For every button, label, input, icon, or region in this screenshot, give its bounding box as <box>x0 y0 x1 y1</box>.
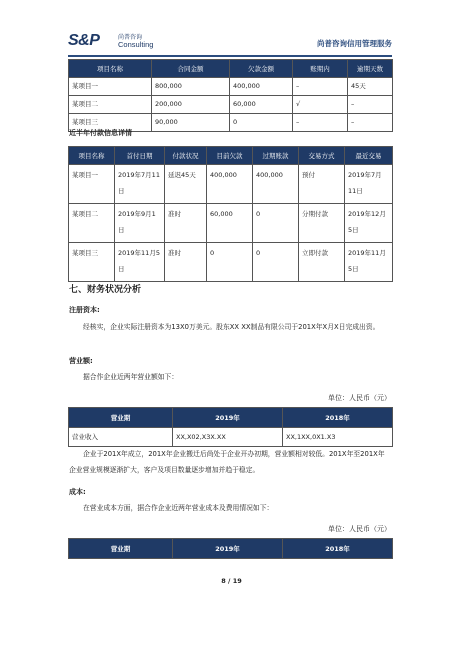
cost-intro: 在营业成本方面，据合作企业近两年营业成本及费用情况如下： <box>83 504 274 512</box>
table-cell: 0 <box>253 243 299 282</box>
table-cell: – <box>293 78 348 96</box>
column-header: 2019年 <box>173 539 283 559</box>
table-header-row <box>69 60 393 78</box>
table-cell: 90,000 <box>152 114 230 132</box>
table-cell: 0 <box>207 243 253 282</box>
table-cell: 45天 <box>348 78 393 96</box>
table-cell: 800,000 <box>152 78 230 96</box>
table-cell: XX,X02,X3X.XX <box>173 428 283 447</box>
table-cell: 某项目一 <box>69 78 152 96</box>
table-cell: 延迟45天 <box>165 165 207 204</box>
cost-table <box>68 538 393 559</box>
column-header: 2018年 <box>283 408 393 428</box>
column-header: 营业期 <box>69 408 173 428</box>
table-header-row <box>69 539 393 559</box>
registered-capital-label: 注册资本: <box>69 306 100 314</box>
table-cell: 某项目三 <box>69 114 152 132</box>
revenue-intro: 据合作企业近两年营业额如下： <box>83 373 179 381</box>
company-logo <box>68 32 188 54</box>
column-header: 首付日期 <box>115 147 165 165</box>
table-cell: 准时 <box>165 243 207 282</box>
table-cell: 营业收入 <box>69 428 173 447</box>
header-title: 尚普咨询信用管理服务 <box>317 39 392 48</box>
revenue-analysis: 企业于201X年成立，201X年企业搬迁后尚处于企业开办初期，营业额相对较低。201X年至201X年企业营业规模逐渐扩大，客户及项目数量逐步增加并趋于稳定。 <box>69 450 385 474</box>
revenue-unit: 单位：人民币（元） <box>328 394 391 402</box>
payment-details-heading: 近半年付款信息详情 <box>69 129 132 137</box>
table-cell: 400,000 <box>253 165 299 204</box>
table-header-row <box>69 147 393 165</box>
table-cell: 400,000 <box>230 78 293 96</box>
column-header: 营业期 <box>69 539 173 559</box>
column-header: 欠款金额 <box>230 60 293 78</box>
column-header: 项目名称 <box>69 147 115 165</box>
revenue-table <box>68 407 393 447</box>
header-divider <box>68 55 392 57</box>
receivables-table <box>68 59 393 132</box>
table-row <box>69 204 393 243</box>
table-row <box>69 78 393 96</box>
table-row <box>69 96 393 114</box>
table-cell: √ <box>293 96 348 114</box>
cost-label: 成本: <box>69 488 86 496</box>
column-header: 项目名称 <box>69 60 152 78</box>
table-row <box>69 243 393 282</box>
table-row <box>69 428 393 447</box>
table-cell: 2019年9月1日 <box>115 204 165 243</box>
table-header-row <box>69 408 393 428</box>
table-cell: 某项目二 <box>69 96 152 114</box>
table-cell: 2019年7月11日 <box>345 165 393 204</box>
table-cell: 0 <box>230 114 293 132</box>
table-cell: 2019年11月5日 <box>115 243 165 282</box>
cost-unit: 单位：人民币（元） <box>328 525 391 533</box>
table-cell: 某项目三 <box>69 243 115 282</box>
registered-capital-text: 经核实，企业实际注册资本为13X0万美元。股东XX XX制品有限公司于201X年X月X日完成出资。 <box>83 323 380 331</box>
table-cell: – <box>348 96 393 114</box>
table-cell: 立即付款 <box>299 243 345 282</box>
table-cell: 2019年12月5日 <box>345 204 393 243</box>
table-cell: 准时 <box>165 204 207 243</box>
table-cell: 200,000 <box>152 96 230 114</box>
column-header: 付款状况 <box>165 147 207 165</box>
logo-mark: S&P <box>68 32 100 49</box>
column-header: 合同金额 <box>152 60 230 78</box>
table-cell: 400,000 <box>207 165 253 204</box>
table-cell: 某项目二 <box>69 204 115 243</box>
table-cell: 2019年7月11日 <box>115 165 165 204</box>
table-cell: – <box>348 114 393 132</box>
table-cell: 预付 <box>299 165 345 204</box>
table-cell: 分期付款 <box>299 204 345 243</box>
logo-subtitle-en: Consulting <box>118 40 154 49</box>
column-header: 目前欠款 <box>207 147 253 165</box>
column-header: 2019年 <box>173 408 283 428</box>
table-row <box>69 165 393 204</box>
section-heading: 七、财务状况分析 <box>69 285 142 295</box>
table-cell: XX,1XX,0X1.X3 <box>283 428 393 447</box>
table-cell: 60,000 <box>230 96 293 114</box>
table-cell: 60,000 <box>207 204 253 243</box>
logo-subtitle-cn: 尚普咨询 <box>118 34 143 41</box>
column-header: 交易方式 <box>299 147 345 165</box>
revenue-label: 营业额: <box>69 357 93 365</box>
table-cell: – <box>293 114 348 132</box>
table-cell: 某项目一 <box>69 165 115 204</box>
column-header: 过期账款 <box>253 147 299 165</box>
column-header: 逾期天数 <box>348 60 393 78</box>
column-header: 2018年 <box>283 539 393 559</box>
page-header <box>68 32 392 54</box>
page-number: 8 / 19 <box>221 577 242 585</box>
column-header: 账期内 <box>293 60 348 78</box>
column-header: 最近交易 <box>345 147 393 165</box>
table-cell: 0 <box>253 204 299 243</box>
table-cell: 2019年11月5日 <box>345 243 393 282</box>
payment-details-table <box>68 146 393 282</box>
